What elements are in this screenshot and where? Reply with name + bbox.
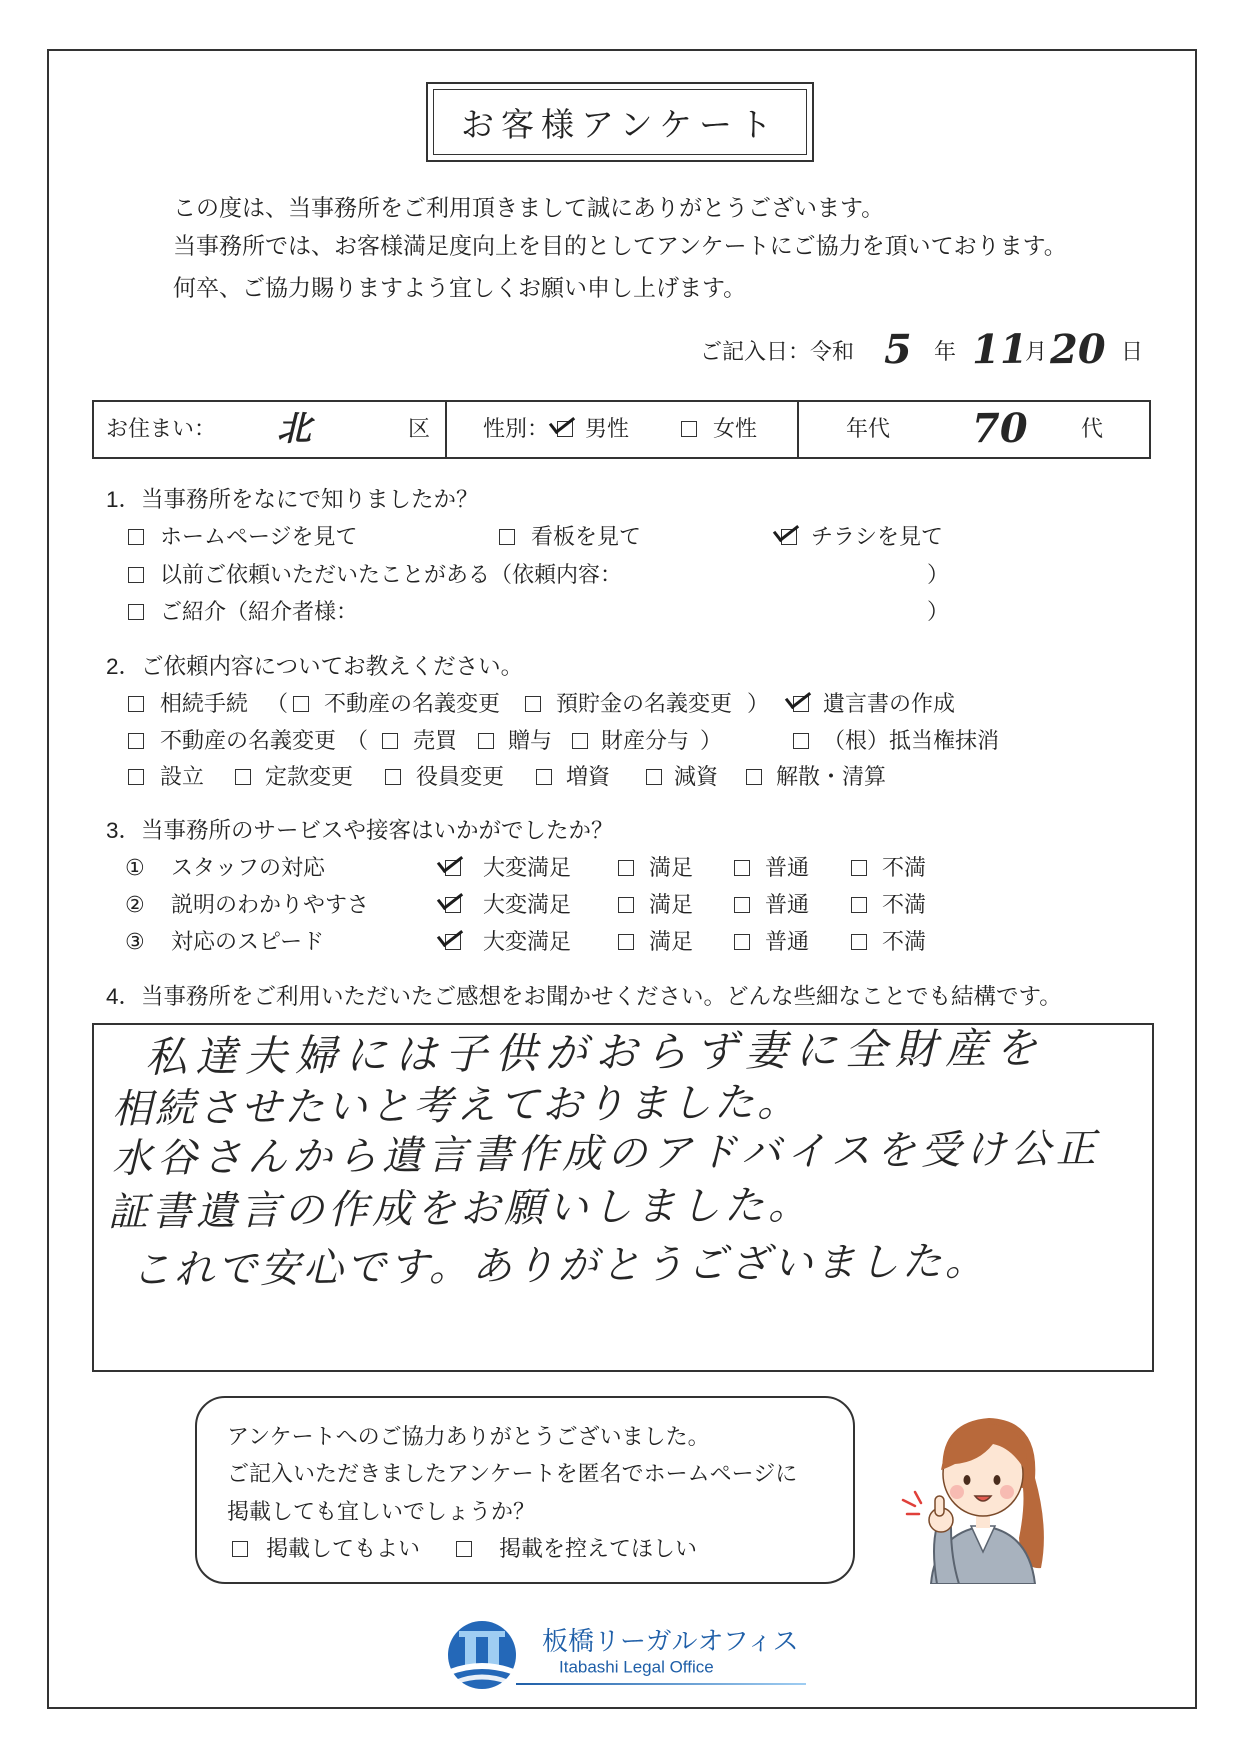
- right-cheek: [1000, 1485, 1014, 1499]
- consent-line-1: アンケートへのご協力ありがとうございました。: [227, 1424, 710, 1449]
- q1-homepage-checkbox[interactable]: [128, 529, 144, 545]
- page-title: お客様アンケート: [460, 105, 780, 143]
- q1-flyer-label: チラシを見て: [811, 524, 944, 549]
- date-day-value: 20: [1049, 325, 1106, 374]
- residence-label: お住まい：: [106, 416, 217, 441]
- q2-inheritance-deposit-label: 預貯金の名義変更: [556, 691, 733, 716]
- consent-allow-checkbox[interactable]: [232, 1541, 248, 1557]
- q2-capital-decrease-label: 減資: [674, 764, 719, 789]
- q2-establishment-checkbox[interactable]: [128, 769, 144, 785]
- age-unit: 代: [1081, 416, 1104, 441]
- q1-signboard-label: 看板を見て: [531, 524, 642, 549]
- q3-item-2-dissatisfied-checkbox[interactable]: [851, 897, 867, 913]
- brand-name-english: Itabashi Legal Office: [559, 1657, 714, 1677]
- date-day-unit: 日: [1121, 339, 1144, 364]
- gender-male-label: 男性: [585, 416, 630, 441]
- date-year-unit: 年: [934, 339, 957, 364]
- q3-item-2-satisfied-label: 満足: [649, 892, 694, 917]
- left-eye: [964, 1475, 971, 1485]
- q3-item-3-average-label: 普通: [765, 929, 810, 954]
- q2-title-transfer-checkbox[interactable]: [128, 733, 144, 749]
- itabashi-logo-icon: [446, 1619, 518, 1691]
- q1-signboard-checkbox[interactable]: [499, 529, 515, 545]
- q3-item-2-label: 説明のわかりやすさ: [171, 892, 370, 917]
- q3-item-1-number: ①: [125, 855, 145, 880]
- q2-mortgage-cancel-label: （根）抵当権抹消: [823, 728, 1000, 753]
- q2-inheritance-checkbox[interactable]: [128, 696, 144, 712]
- sparkle-lines: [903, 1492, 921, 1514]
- q3-item-1-label: スタッフの対応: [171, 855, 326, 880]
- q3-item-3-very-satisfied-checkbox[interactable]: [445, 934, 461, 950]
- q2-property-division-checkbox[interactable]: [572, 733, 588, 749]
- q3-item-1-satisfied-checkbox[interactable]: [618, 860, 634, 876]
- q3-item-1-dissatisfied-label: 不満: [882, 855, 927, 880]
- q2-will-label: 遺言書の作成: [823, 691, 956, 716]
- q3-item-3-very-satisfied-label: 大変満足: [483, 929, 572, 954]
- q2-capital-increase-checkbox[interactable]: [536, 769, 552, 785]
- q3-item-2-very-satisfied-checkbox[interactable]: [445, 897, 461, 913]
- q2-title-transfer-open-paren: （: [346, 728, 369, 753]
- q1-referral-label: ご紹介（紹介者様：: [160, 599, 359, 624]
- q2-inheritance-realestate-label: 不動産の名義変更: [324, 691, 501, 716]
- q2-inheritance-close-paren: ）: [747, 691, 770, 716]
- info-divider-1: [445, 400, 447, 459]
- date-label: ご記入日：令和: [700, 339, 855, 364]
- consent-line-3: 掲載しても宜しいでしょうか？: [227, 1499, 536, 1524]
- q2-capital-increase-label: 増資: [566, 764, 611, 789]
- left-cheek: [950, 1485, 964, 1499]
- q4-heading: 4．当事務所をご利用いただいたご感想をお聞かせください。どんな些細なことでも結構です。: [106, 983, 1062, 1009]
- q1-referral-close: ）: [927, 599, 950, 624]
- q3-item-2-very-satisfied-label: 大変満足: [483, 892, 572, 917]
- q3-item-2-number: ②: [125, 892, 145, 917]
- title-box: [426, 82, 814, 162]
- q3-heading: 3．当事務所のサービスや接客はいかがでしたか？: [106, 817, 614, 843]
- q3-item-1-average-label: 普通: [765, 855, 810, 880]
- date-month-unit: 月: [1025, 339, 1048, 364]
- q3-item-1-very-satisfied-checkbox[interactable]: [445, 860, 461, 876]
- q3-item-3-average-checkbox[interactable]: [734, 934, 750, 950]
- q1-flyer-checkbox[interactable]: [781, 529, 797, 545]
- thumb: [935, 1496, 944, 1516]
- q1-referral-checkbox[interactable]: [128, 604, 144, 620]
- comment-line-2: 相続させたいと考えておりました。: [111, 1079, 801, 1133]
- brand-name: 板橋リーガルオフィス: [542, 1626, 799, 1656]
- comment-line-3: 水谷さんから遺言書作成のアドバイスを受け公正: [111, 1125, 1102, 1183]
- residence-unit: 区: [408, 416, 431, 441]
- q1-previous-request-checkbox[interactable]: [128, 567, 144, 583]
- consent-decline-checkbox[interactable]: [456, 1541, 472, 1557]
- q3-item-1-satisfied-label: 満足: [649, 855, 694, 880]
- q2-property-division-label: 財産分与: [601, 728, 690, 753]
- right-eye: [994, 1475, 1001, 1485]
- q2-dissolution-checkbox[interactable]: [746, 769, 762, 785]
- q3-item-3-label: 対応のスピード: [171, 929, 325, 954]
- q2-articles-change-label: 定款変更: [265, 764, 354, 789]
- intro-line-3: 何卒、ご協力賜りますよう宜しくお願い申し上げます。: [173, 274, 747, 301]
- comment-line-1: 私達夫婦には子供がおらず妻に全財産を: [144, 1023, 1046, 1082]
- q2-mortgage-cancel-checkbox[interactable]: [793, 733, 809, 749]
- q2-inheritance-label: 相続手続: [160, 691, 249, 716]
- q3-item-2-satisfied-checkbox[interactable]: [618, 897, 634, 913]
- q2-inheritance-open-paren: （: [266, 691, 289, 716]
- q3-item-3-number: ③: [125, 929, 145, 954]
- gender-male-checkbox[interactable]: [557, 421, 573, 437]
- comment-line-4: 証書遺言の作成をお願いしました。: [107, 1182, 813, 1236]
- staff-thumbs-up-illustration: [893, 1408, 1069, 1584]
- consent-decline-label: 掲載を控えてほしい: [499, 1536, 698, 1561]
- intro-line-1: この度は、当事務所をご利用頂きまして誠にありがとうございます。: [173, 194, 885, 221]
- q1-previous-request-close: ）: [927, 562, 950, 587]
- q2-inheritance-deposit-checkbox[interactable]: [525, 696, 541, 712]
- consent-allow-label: 掲載してもよい: [266, 1536, 421, 1561]
- q3-item-3-satisfied-checkbox[interactable]: [618, 934, 634, 950]
- comment-line-5: これで安心です。ありがとうございました。: [130, 1238, 989, 1294]
- q1-heading: 1．当事務所をなにで知りましたか？: [106, 486, 479, 512]
- gender-female-checkbox[interactable]: [681, 421, 697, 437]
- q2-articles-change-checkbox[interactable]: [235, 769, 251, 785]
- q2-gift-label: 贈与: [508, 728, 553, 753]
- q3-item-2-average-label: 普通: [765, 892, 810, 917]
- brand-underline: [516, 1683, 806, 1685]
- q3-item-3-dissatisfied-checkbox[interactable]: [851, 934, 867, 950]
- q2-officer-change-label: 役員変更: [416, 764, 505, 789]
- gender-label: 性別：: [483, 416, 550, 441]
- info-divider-2: [797, 400, 799, 459]
- intro-line-2: 当事務所では、お客様満足度向上を目的としてアンケートにご協力を頂いております。: [173, 232, 1067, 259]
- age-label: 年代: [846, 416, 891, 441]
- q1-previous-request-label: 以前ご依頼いただいたことがある（依頼内容：: [160, 562, 623, 587]
- q2-gift-checkbox[interactable]: [478, 733, 494, 749]
- date-month-value: 11: [971, 325, 1028, 374]
- q2-sale-checkbox[interactable]: [382, 733, 398, 749]
- q2-establishment-label: 設立: [160, 764, 205, 789]
- age-value: 70: [971, 404, 1028, 453]
- q3-item-2-average-checkbox[interactable]: [734, 897, 750, 913]
- q2-title-transfer-label: 不動産の名義変更: [160, 728, 337, 753]
- q2-will-checkbox[interactable]: [793, 696, 809, 712]
- q1-homepage-label: ホームページを見て: [160, 524, 358, 549]
- q2-capital-decrease-checkbox[interactable]: [646, 769, 662, 785]
- q3-item-1-dissatisfied-checkbox[interactable]: [851, 860, 867, 876]
- title-inner-frame: [433, 89, 807, 155]
- gender-female-label: 女性: [713, 416, 758, 441]
- q2-title-transfer-close-paren: ）: [700, 728, 723, 753]
- q3-item-2-dissatisfied-label: 不満: [882, 892, 927, 917]
- residence-value: 北: [276, 408, 312, 450]
- q3-item-3-dissatisfied-label: 不満: [882, 929, 927, 954]
- q2-dissolution-label: 解散・清算: [776, 764, 887, 789]
- q3-item-3-satisfied-label: 満足: [649, 929, 694, 954]
- q3-item-1-very-satisfied-label: 大変満足: [483, 855, 572, 880]
- q2-sale-label: 売買: [413, 728, 458, 753]
- q2-heading: 2．ご依頼内容についてお教えください。: [106, 653, 524, 679]
- q2-inheritance-realestate-checkbox[interactable]: [293, 696, 309, 712]
- consent-line-2: ご記入いただきましたアンケートを匿名でホームページに: [227, 1461, 798, 1486]
- q2-officer-change-checkbox[interactable]: [385, 769, 401, 785]
- q3-item-1-average-checkbox[interactable]: [734, 860, 750, 876]
- date-year-value: 5: [883, 325, 913, 374]
